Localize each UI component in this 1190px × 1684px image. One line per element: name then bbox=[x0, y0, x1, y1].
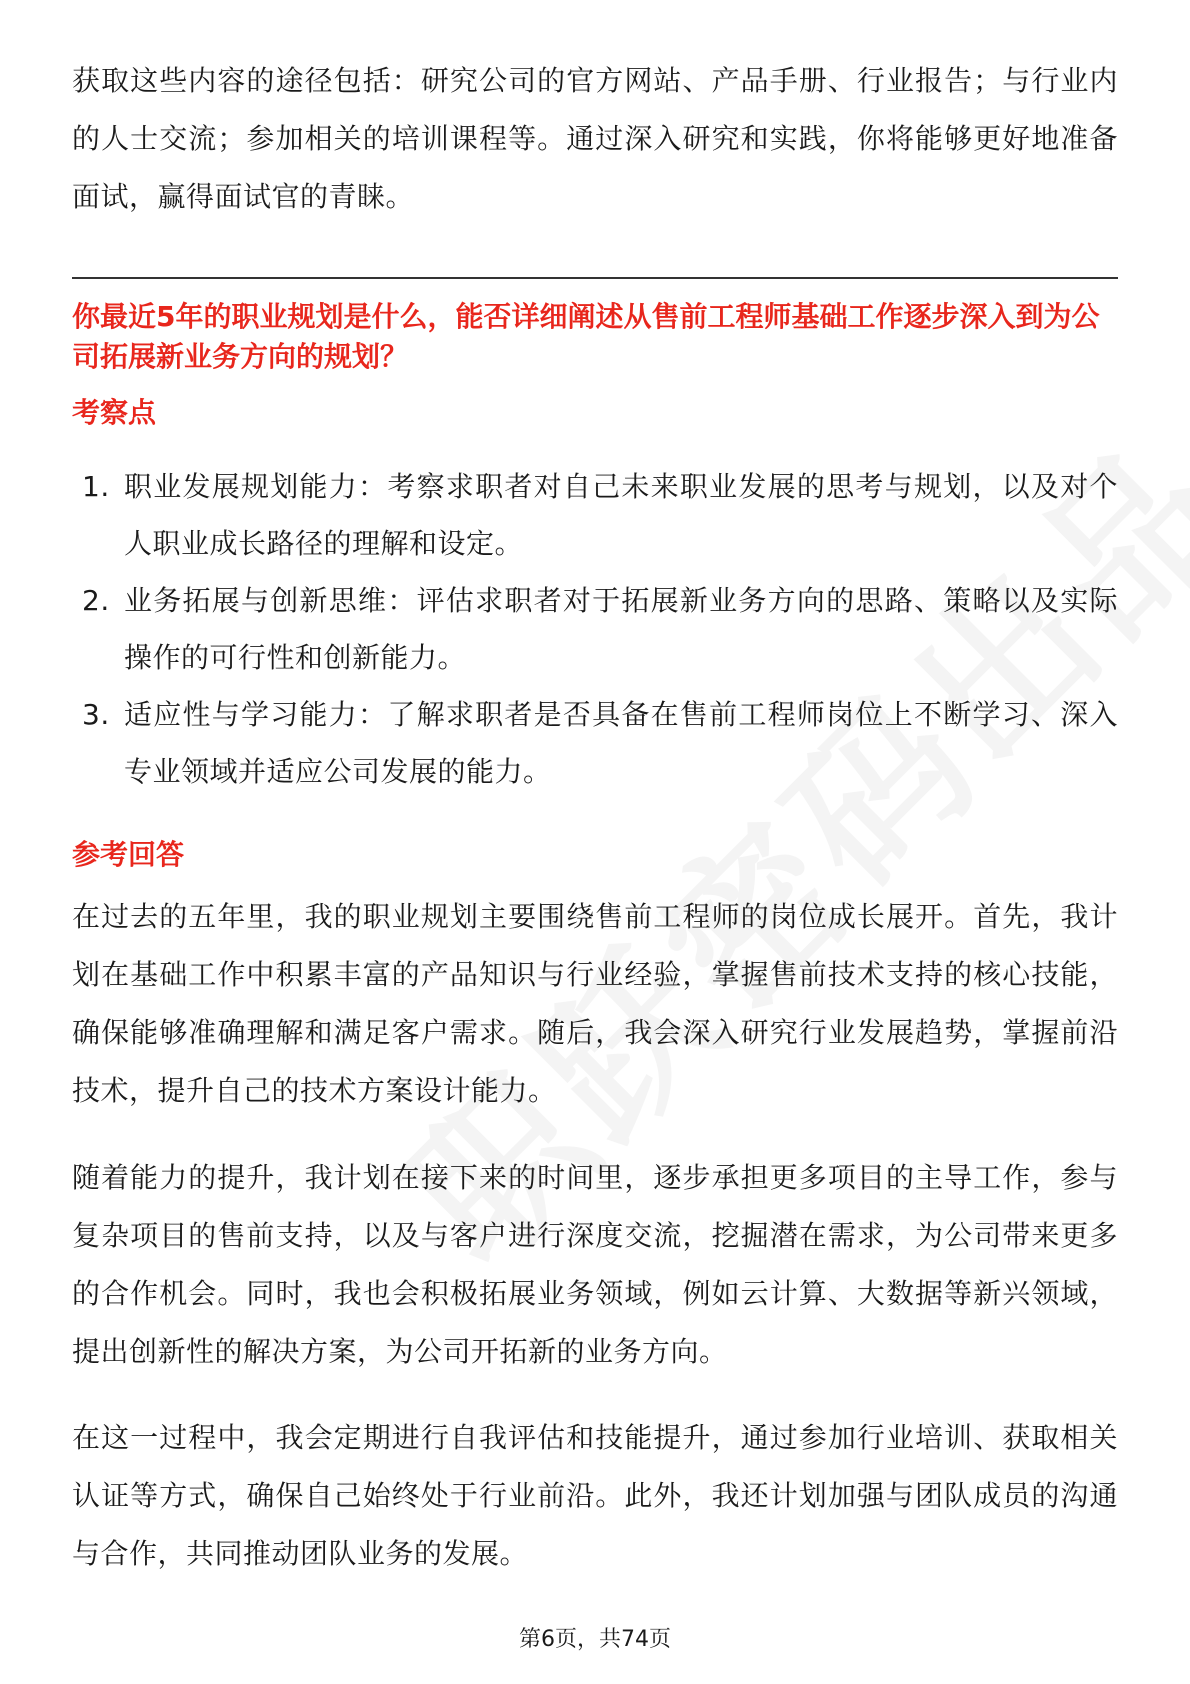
section-divider bbox=[72, 277, 1118, 279]
exam-points-heading: 考察点 bbox=[72, 396, 157, 429]
intro-paragraph: 获取这些内容的途径包括：研究公司的官方网站、产品手册、行业报告；与行业内的人士交流；参加相关的培训课程等。通过深入研究和实践，你将能够更好地准备面试，赢得面试官的青睐。 bbox=[72, 64, 1118, 213]
exam-point-text: 业务拓展与创新思维：评估求职者对于拓展新业务方向的思路、策略以及实际操作的可行性和创新能力。 bbox=[124, 584, 1118, 674]
answer-paragraph: 在过去的五年里，我的职业规划主要围绕售前工程师的岗位成长展开。首先，我计划在基础工作中积累丰富的产品知识与行业经验，掌握售前技术支持的核心技能，确保能够准确理解和满足客户需求。随后，我会深入研究行业发展趋势，掌握前沿技术，提升自己的技术方案设计能力。 bbox=[72, 900, 1118, 1107]
interview-question: 你最近5年的职业规划是什么，能否详细阐述从售前工程师基础工作逐步深入到为公司拓展新业务方向的规划？ bbox=[72, 300, 1100, 373]
exam-point-item bbox=[72, 686, 1118, 800]
document-page bbox=[72, 0, 1118, 1684]
exam-point-number: 3. bbox=[82, 698, 110, 731]
exam-point-number: 2. bbox=[82, 584, 110, 617]
reference-answer-heading: 参考回答 bbox=[72, 838, 185, 871]
exam-point-item bbox=[72, 458, 1118, 572]
page-footer: 第6页，共74页 bbox=[519, 1627, 671, 1652]
exam-point-text: 适应性与学习能力：了解求职者是否具备在售前工程师岗位上不断学习、深入专业领域并适应公司发展的能力。 bbox=[124, 698, 1118, 788]
exam-point-item bbox=[72, 572, 1118, 686]
exam-point-number: 1. bbox=[82, 470, 110, 503]
answer-paragraph: 在这一过程中，我会定期进行自我评估和技能提升，通过参加行业培训、获取相关认证等方式，确保自己始终处于行业前沿。此外，我还计划加强与团队成员的沟通与合作，共同推动团队业务的发展。 bbox=[72, 1421, 1118, 1570]
exam-point-text: 职业发展规划能力：考察求职者对自己未来职业发展的思考与规划，以及对个人职业成长路径的理解和设定。 bbox=[124, 470, 1118, 560]
exam-points-list bbox=[72, 458, 1118, 800]
answer-paragraph: 随着能力的提升，我计划在接下来的时间里，逐步承担更多项目的主导工作，参与复杂项目的售前支持，以及与客户进行深度交流，挖掘潜在需求，为公司带来更多的合作机会。同时，我也会积极拓展业务领域，例如云计算、大数据等新兴领域，提出创新性的解决方案，为公司开拓新的业务方向。 bbox=[72, 1161, 1118, 1368]
